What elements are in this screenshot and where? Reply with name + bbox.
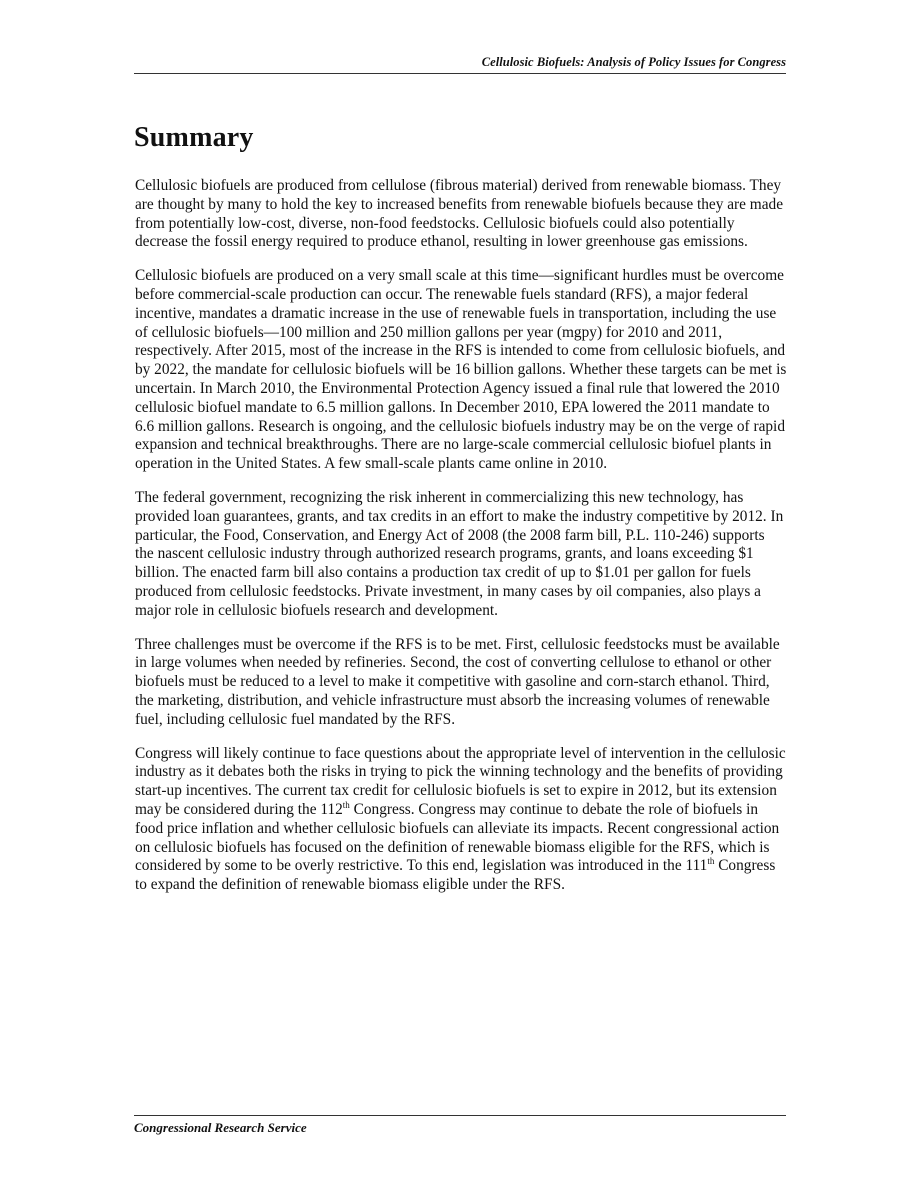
running-header: Cellulosic Biofuels: Analysis of Policy Issues for Congress: [481, 55, 786, 69]
paragraph-5-text-b: Congress. Congress may continue to debate the role of biofuels in food price inflation and whether cellulosic biofuels can alleviate its impacts. Recent congressional action on cellulosic biofuels has focused on the definition of renewable biomass eligible for the RFS, which is considered by some to be overly restrictive. To this end, legislation was introduced in the 111: [135, 800, 780, 875]
summary-paragraph-4: Three challenges must be overcome if the RFS is to be met. First, cellulosic feedstocks must be available in large volumes when needed by refineries. Second, the cost of converting cellulose to ethanol or other biofuels must be reduced to a level to make it competitive with gasoline and corn-starch ethanol. Third, the marketing, distribution, and vehicle infrastructure must absorb the increasing volumes of renewable fuel, including cellulosic fuel mandated by the RFS.: [135, 635, 780, 728]
superscript-th-1: th: [342, 799, 350, 810]
running-footer: Congressional Research Service: [134, 1120, 307, 1135]
page-title: Summary: [134, 122, 254, 153]
summary-paragraph-1: Cellulosic biofuels are produced from cellulose (fibrous material) derived from renewable biomass. They are thought by many to hold the key to increased benefits from renewable biofuels because they are made from potentially low-cost, diverse, non-food feedstocks. Cellulosic biofuels could also potentially decrease the fossil energy required to produce ethanol, resulting in lower greenhouse gas emissions.: [135, 177, 784, 251]
summary-body: [135, 177, 787, 910]
header-divider: [134, 73, 786, 74]
superscript-th-2: th: [707, 856, 715, 867]
summary-paragraph-2: Cellulosic biofuels are produced on a very small scale at this time—significant hurdles must be overcome before commercial-scale production can occur. The renewable fuels standard (RFS), a major federal incentive, mandates a dramatic increase in the use of renewable fuels in transportation, including the use of cellulosic biofuels—100 million and 250 million gallons per year (mgpy) for 2010 and 2011, respectively. After 2015, most of the increase in the RFS is intended to come from cellulosic biofuels, and by 2022, the mandate for cellulosic biofuels will be 16 billion gallons. Whether these targets can be met is uncertain. In March 2010, the Environmental Protection Agency issued a final rule that lowered the 2010 cellulosic biofuel mandate to 6.5 million gallons. In December 2010, EPA lowered the 2011 mandate to 6.6 million gallons. Research is ongoing, and the cellulosic biofuels industry may be on the verge of rapid expansion and technical breakthroughs. There are no large-scale commercial cellulosic biofuel plants in operation in the United States. A few small-scale plants came online in 2010.: [135, 267, 787, 473]
paragraph-5-text-c: Congress to expand the definition of renewable biomass eligible under the RFS.: [135, 857, 776, 894]
paragraph-5-text-a: Congress will likely continue to face questions about the appropriate level of intervention in the cellulosic industry as it debates both the risks in trying to pick the winning technology and the benefits of providing start-up incentives. The current tax credit for cellulosic biofuels is set to expire in 2012, but its extension may be considered during the 112: [135, 744, 786, 818]
summary-paragraph-3: The federal government, recognizing the risk inherent in commercializing this new technology, has provided loan guarantees, grants, and tax credits in an effort to make the industry competitive by 2012. In particular, the Food, Conservation, and Energy Act of 2008 (the 2008 farm bill, P.L. 110-246) supports the nascent cellulosic industry through authorized research programs, grants, and loans exceeding $1 billion. The enacted farm bill also contains a production tax credit of up to $1.01 per gallon for fuels produced from cellulosic feedstocks. Private investment, in many cases by oil companies, also plays a major role in cellulosic biofuels research and development.: [135, 488, 784, 619]
footer-divider: [134, 1115, 786, 1116]
summary-paragraph-5: [135, 745, 787, 895]
